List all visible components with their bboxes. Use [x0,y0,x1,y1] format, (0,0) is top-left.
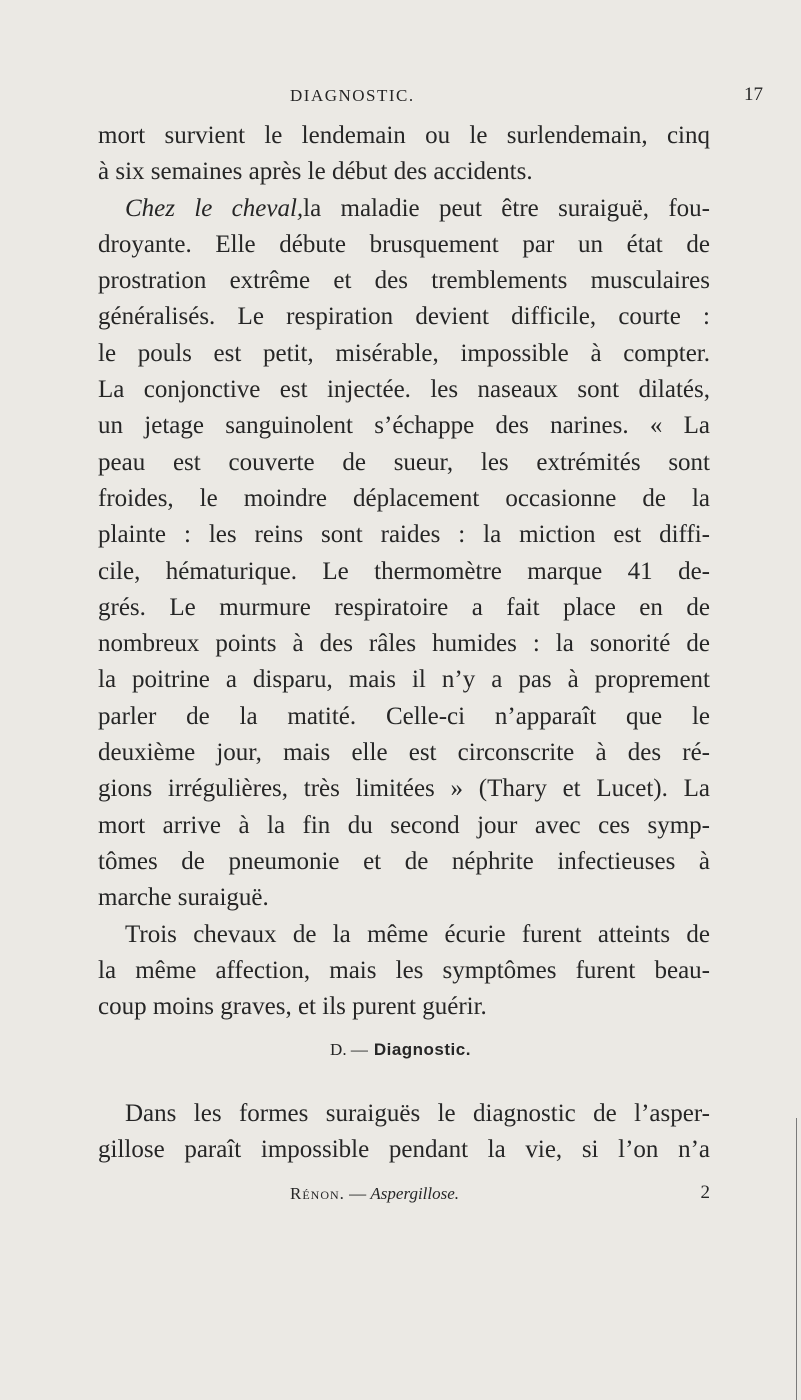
text-line: généralisés. Le respiration devient difficile, courte : [98,303,710,331]
text-line: nombreux points à des râles humides : la sonorité de [98,630,710,658]
italic-phrase: Chez le cheval, [125,194,304,222]
text-line: marche suraiguë. [98,884,269,912]
body-text [98,118,710,1025]
text-line: tômes de pneumonie et de néphrite infectieuses à [98,847,710,875]
text-line: mort arrive à la fin du second jour avec ces symp- [98,811,710,839]
section-letter: D. — [330,1040,368,1059]
page-footer [290,1184,710,1204]
text-line: peau est couverte de sueur, les extrémités sont [98,448,710,476]
text-line: grés. Le murmure respiratoire a fait place en de [98,593,710,621]
section-heading [0,1040,801,1060]
text-line: plainte : les reins sont raides : la miction est diffi- [98,521,710,549]
text-line: droyante. Elle débute brusquement par un état de [98,230,710,258]
page-number: 17 [744,84,763,105]
footer-work-title: Aspergillose. [370,1184,460,1203]
text-line: Trois chevaux de la même écurie furent atteints de [125,920,710,948]
text-line: parler de la matité. Celle-ci n’apparaît que le [98,702,710,730]
text-line: deuxième jour, mais elle est circonscrite à des ré- [98,739,710,767]
text-line: coup moins graves, et ils purent guérir. [98,993,487,1021]
text-line: le pouls est petit, misérable, impossible à compter. [98,339,710,367]
section-title: Diagnostic. [373,1040,471,1059]
text-line: froides, le moindre déplacement occasionne de la [98,484,710,512]
running-head [0,86,801,110]
text-line: un jetage sanguinolent s’échappe des narines. « La [98,412,710,440]
body-text-continued [98,1096,710,1169]
signature-mark: 2 [700,1182,710,1203]
footer-author: Rénon. [290,1184,345,1203]
text-line: La conjonctive est injectée. les naseaux sont dilatés, [98,376,710,404]
text-line: prostration extrême et des tremblements musculaires [98,267,710,295]
text-line: à six semaines après le début des accidents. [98,158,533,186]
text-line: Dans les formes suraiguës le diagnostic de l’asper- [125,1100,710,1127]
text-line: la poitrine a disparu, mais il n’y a pas à proprement [98,666,710,694]
text-line: cile, hématurique. Le thermomètre marque 41 de- [98,557,710,585]
text-line: gions irrégulières, très limitées » (Thary et Lucet). La [98,775,710,803]
running-title: DIAGNOSTIC. [290,86,415,105]
text-line: gillose paraît impossible pendant la vie, si l’on n’a [98,1136,710,1164]
footer-dash: — [349,1184,367,1203]
text-line: la même affection, mais les symptômes furent beau- [98,956,710,984]
text-line [98,191,710,227]
text-fragment: la maladie peut être suraiguë, fou- [303,194,710,222]
text-line: mort survient le lendemain ou le surlendemain, cinq [98,122,710,149]
page-edge-rule [796,1118,797,1400]
